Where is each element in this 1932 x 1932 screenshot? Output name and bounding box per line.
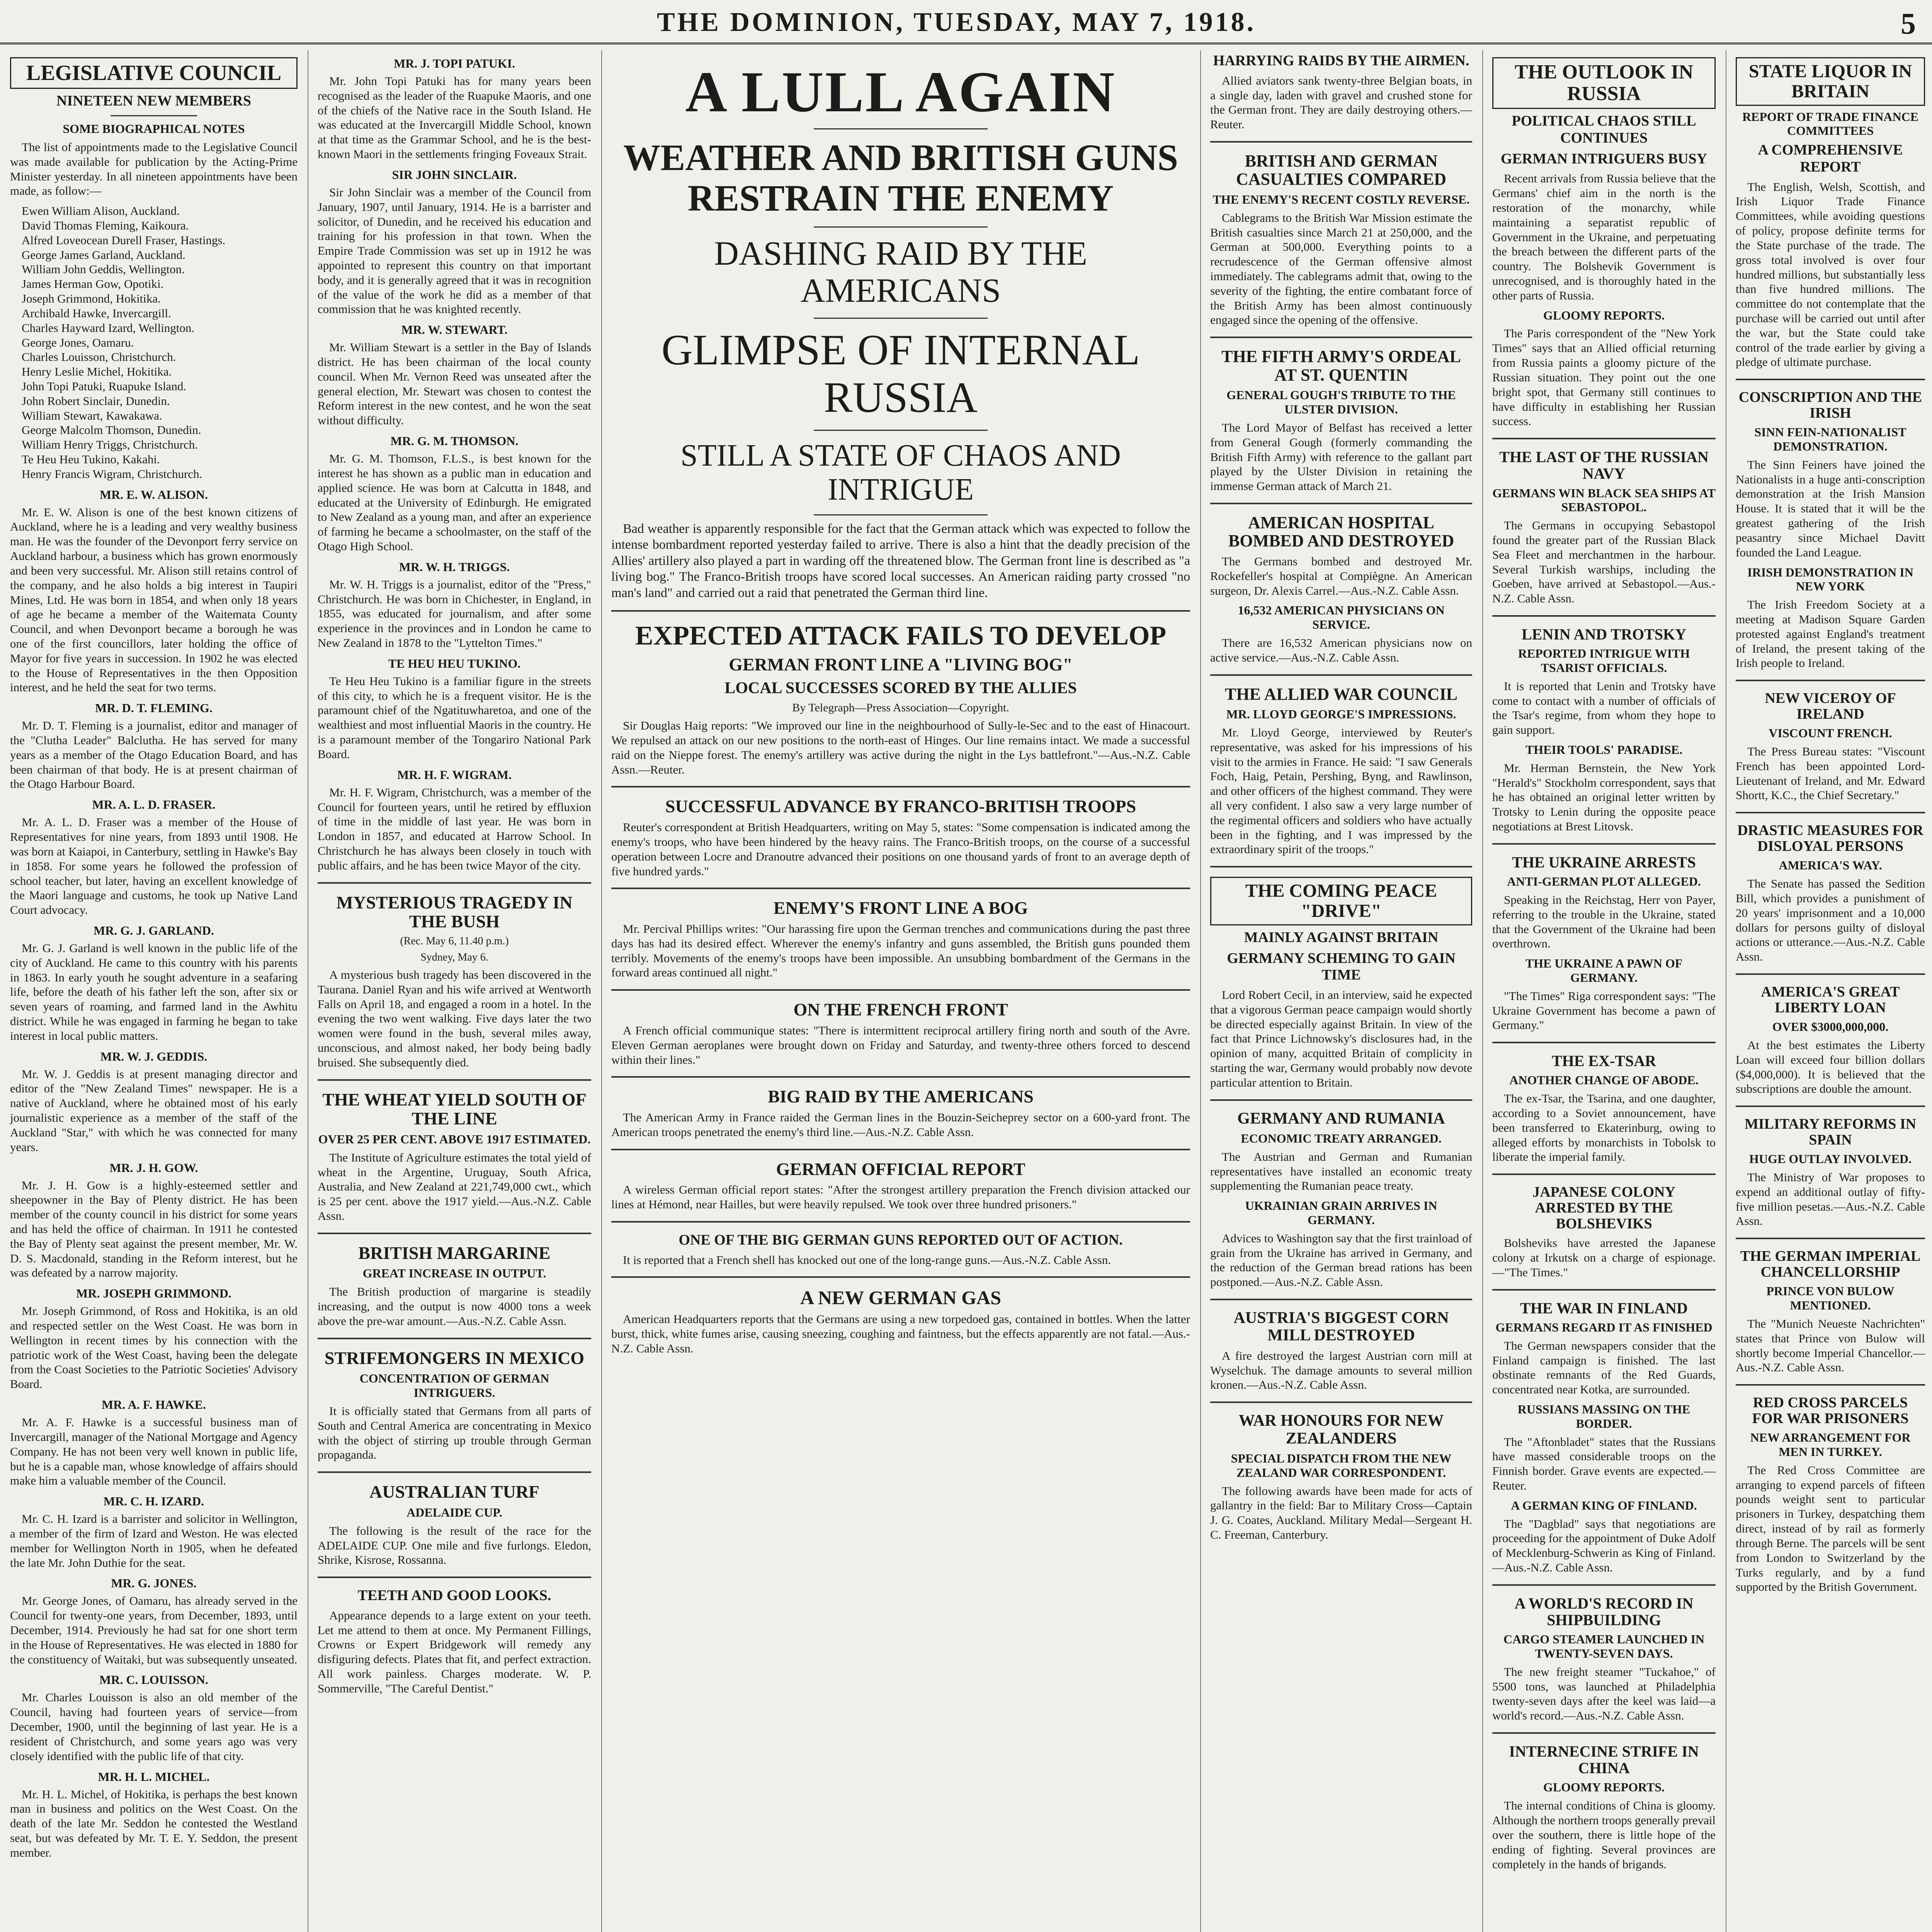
subhead: LOCAL SUCCESSES SCORED BY THE ALLIES bbox=[724, 679, 1077, 697]
bio-text: Mr. Joseph Grimmond, of Ross and Hokitika, is an old and respected settler on the West Coast. He was born in Wellington in recent times by his connection with the patriotic work of the West Coast, having been the delegate from the Coast Societies to the Patriotic Societies' Advisory Board. bbox=[10, 1304, 298, 1391]
divider bbox=[1492, 1173, 1716, 1175]
divider bbox=[318, 882, 591, 884]
bio-heading: MR. J. H. GOW. bbox=[109, 1160, 198, 1175]
divider bbox=[1736, 680, 1925, 681]
subhead: SPECIAL DISPATCH FROM THE NEW ZEALAND WAR CORRESPONDENT. bbox=[1231, 1451, 1452, 1480]
subhead: REPORTED INTRIGUE WITH TSARIST OFFICIALS. bbox=[1518, 646, 1690, 675]
subhead: HUGE OUTLAY INVOLVED. bbox=[1749, 1152, 1912, 1166]
subhead: NEW ARRANGEMENT FOR MEN IN TURKEY. bbox=[1750, 1430, 1911, 1459]
article-body: Sir Douglas Haig reports: "We improved our line in the neighbourhood of Sully-le-Sec and to the east of Hinacourt. We repulsed an attack on our new positions to the north-east of Hinges. Our line remains intact. We made a successful raid on the Nieppe forest. The enemy's artillery was active during the night in the Lys battlefront."—Aus.-N.Z. Cable Assn.—Reuter. bbox=[611, 719, 1190, 776]
divider bbox=[1736, 1105, 1925, 1107]
article-body: Recent arrivals from Russia believe that the Germans' chief aim in the north is the restoration of the monarchy, while maintaining a separatist republic of Government in the Ukraine, and perpetuating the breach between the different parts of the country. The Bolshevik Government is unrecognised, and is thoroughly hated in the other parts of Russia. bbox=[1492, 172, 1716, 302]
bio-heading: MR. G. J. GARLAND. bbox=[94, 923, 214, 937]
article-body: Advices to Washington say that the first trainload of grain from the Ukraine has arrived in Germany, and the reduction of the German bread rations has been postponed.—Aus.-N.Z. Cable Assn. bbox=[1210, 1231, 1472, 1289]
divider bbox=[1492, 615, 1716, 617]
subhead: ANOTHER CHANGE OF ABODE. bbox=[1509, 1073, 1699, 1087]
headline-front-bog: ENEMY'S FRONT LINE A BOG bbox=[773, 898, 1028, 918]
divider bbox=[1210, 1401, 1472, 1403]
list-item: William John Geddis, Wellington. bbox=[22, 262, 185, 276]
subhead: GENERAL GOUGH'S TRIBUTE TO THE ULSTER DIVISION. bbox=[1226, 388, 1456, 417]
divider bbox=[1492, 438, 1716, 439]
article-body: The Ministry of War proposes to expend an additional outlay of fifty-five million pesetas.—Aus.-N.Z. Cable Assn. bbox=[1736, 1170, 1925, 1228]
bio-text: Mr. A. L. D. Fraser was a member of the House of Representatives for nine years, from 1893 until 1908. He was born at Kaiapoi, in Canterbury, settling in Hawke's Bay in 1858. For some years he followed the profession of school teacher, but later, having an excellent knowledge of the Maori language and customs, he took up Native Land Court advocacy. bbox=[10, 815, 298, 917]
divider bbox=[1492, 1042, 1716, 1043]
headline-state-liquor: STATE LIQUOR IN BRITAIN bbox=[1736, 57, 1925, 106]
divider bbox=[814, 430, 987, 431]
headline-wheat-yield: THE WHEAT YIELD SOUTH OF THE LINE bbox=[322, 1089, 587, 1129]
bio-text: Mr. George Jones, of Oamaru, has already served in the Council for twenty-one years, from December, 1893, until December, 1914. Previously he had sat for one short term in the House of Representatives. He was elected in 1880 for the constituency of Waitaki, but was subsequently unseated. bbox=[10, 1594, 298, 1666]
headline-attack-fails: EXPECTED ATTACK FAILS TO DEVELOP bbox=[635, 621, 1167, 651]
bio-heading: MR. C. H. IZARD. bbox=[103, 1494, 204, 1509]
list-item: Alfred Loveocean Durell Fraser, Hastings. bbox=[22, 233, 226, 247]
subhead: MAINLY AGAINST BRITAIN bbox=[1244, 929, 1439, 946]
article-intro: The list of appointments made to the Legislative Council was made available for publication by the Acting-Prime Minister yesterday. In all nineteen appointments have been made, as follow:— bbox=[10, 140, 298, 198]
list-item: James Herman Gow, Opotiki. bbox=[22, 277, 164, 291]
bio-heading: MR. E. W. ALISON. bbox=[99, 487, 208, 502]
article-body: The Irish Freedom Society at a meeting at Madison Square Garden protested against England's treatment of Ireland, the present taking of the Irish people to Ireland. bbox=[1736, 598, 1925, 670]
appointee-list bbox=[22, 204, 298, 481]
article-body: Cablegrams to the British War Mission estimate the British casualties since March 21 at 250,000, and the German at 500,000. Everything points to a recrudescence of the German offensive almost immediately. The cablegrams admit that, owing to the severity of the fighting, the entire combatant force of the British Army has been almost continuously engaged since the opening of the offensive. bbox=[1210, 211, 1472, 327]
subhead-new-members: NINETEEN NEW MEMBERS bbox=[56, 93, 251, 109]
list-item: George Jones, Oamaru. bbox=[22, 335, 134, 349]
bio-heading: MR. W. STEWART. bbox=[401, 323, 508, 337]
headline-russia-outlook: THE OUTLOOK IN RUSSIA bbox=[1492, 57, 1716, 109]
article-body: The Red Cross Committee are arranging to expend parcels of fifteen pounds weight sent to particular prisoners in Turkey, despatching them direct, instead of by rail as formerly through Berne. The parcels will be sent from London to Switzerland by the Turks regularly, and by a fund supported by the British Government. bbox=[1736, 1463, 1925, 1594]
article-body: The American Army in France raided the German lines in the Bouzin-Seicheprey sector on a 600-yard front. The American troops penetrated the enemy's third line.—Aus.-N.Z. Cable Assn. bbox=[611, 1111, 1190, 1139]
bio-heading: MR. H. F. WIGRAM. bbox=[397, 767, 512, 782]
bio-text: Sir John Sinclair was a member of the Council from January, 1907, until January, 1914. He is a barrister and solicitor, of Dunedin, and he received his education and training for his profession in that town. When the Empire Trade Commission was set up in 1912 he was appointed to represent this country on that important body, and it is generally agreed that it was in recognition of the value of the work he did as a member of that commission that he was knighted recently. bbox=[318, 185, 591, 316]
column-war-news bbox=[1200, 50, 1482, 1932]
headline-rumania: GERMANY AND RUMANIA bbox=[1237, 1109, 1445, 1128]
headline-war-council: THE ALLIED WAR COUNCIL bbox=[1225, 684, 1458, 704]
article-body: Bolsheviks have arrested the Japanese colony at Irkutsk on a charge of espionage.—"The Times." bbox=[1492, 1236, 1716, 1279]
article-body: It is reported that a French shell has knocked out one of the long-range guns.—Aus.-N.Z. Cable Assn. bbox=[623, 1253, 1111, 1267]
divider bbox=[611, 1149, 1190, 1150]
divider bbox=[1210, 674, 1472, 676]
divider bbox=[611, 989, 1190, 991]
subhead: PRINCE VON BULOW MENTIONED. bbox=[1766, 1284, 1895, 1313]
article-body: The English, Welsh, Scottish, and Irish Liquor Trade Finance Committees, while avoiding questions of policy, propose definite terms for the State purchase of the trade. The gross total involved is over four hundred millions, but substantially less than five hundred millions. The committee do not contemplate that the purchase will be carried out until after the war, but the State could take control of the trade earlier by giving a pledge of ultimate purchase. bbox=[1736, 180, 1925, 369]
headline-japanese-colony: JAPANESE COLONY ARRESTED BY THE BOLSHEVIKS bbox=[1532, 1184, 1675, 1232]
divider bbox=[318, 1471, 591, 1473]
divider bbox=[1210, 1299, 1472, 1300]
bio-heading: MR. J. TOPI PATUKI. bbox=[393, 56, 515, 70]
divider bbox=[1736, 812, 1925, 813]
headline-ukraine-arrests: THE UKRAINE ARRESTS bbox=[1512, 853, 1696, 871]
list-item: George Malcolm Thomson, Dunedin. bbox=[22, 423, 201, 437]
list-item: Te Heu Heu Tukino, Kakahi. bbox=[22, 452, 160, 466]
divider bbox=[1492, 1289, 1716, 1291]
bio-heading: MR. W. J. GEDDIS. bbox=[100, 1049, 207, 1063]
column-lead-story bbox=[601, 50, 1200, 1932]
subhead: THE ENEMY'S RECENT COSTLY REVERSE. bbox=[1213, 192, 1470, 206]
headline-hospital-bombed: AMERICAN HOSPITAL BOMBED AND DESTROYED bbox=[1228, 513, 1454, 551]
article-body: The "Dagblad" says that negotiations are proceeding for the appointment of Duke Adolf of Mecklenburg-Schwerin as King of Finland.—Aus.-N.Z. Cable Assn. bbox=[1492, 1517, 1716, 1575]
article-body: The Germans in occupying Sebastopol found the greater part of the Russian Black Sea Fleet and merchantmen in the harbour. Several Turkish warships, including the Goeben, have arrived at Sebastopol.—Aus.-N.Z. Cable Assn. bbox=[1492, 519, 1716, 605]
bio-heading: MR. G. M. THOMSON. bbox=[390, 434, 519, 448]
subhead: SINN FEIN-NATIONALIST DEMONSTRATION. bbox=[1754, 425, 1906, 454]
subhead: A GERMAN KING OF FINLAND. bbox=[1511, 1498, 1697, 1512]
article-body: The German newspapers consider that the Finland campaign is finished. The last obstinate remnants of the Red Guards, concentrated near Kotka, are surrounded. bbox=[1492, 1338, 1716, 1396]
advert-heading: TEETH AND GOOD LOOKS. bbox=[357, 1587, 551, 1604]
bio-heading: MR. JOSEPH GRIMMOND. bbox=[76, 1286, 231, 1301]
subhead: GERMANY SCHEMING TO GAIN TIME bbox=[1227, 950, 1456, 983]
article-body: The following awards have been made for acts of gallantry in the field: Bar to Military Cross—Captain J. G. Coates, Auckland. Military Medal—Sergeant H. C. Freeman, Canterbury. bbox=[1210, 1484, 1472, 1542]
subhead: ADELAIDE CUP. bbox=[406, 1505, 502, 1519]
divider bbox=[318, 1233, 591, 1234]
article-body: Allied aviators sank twenty-three Belgian boats, in a single day, laden with gravel and crushed stone for the German front. They are daily destroying others.—Reuter. bbox=[1210, 73, 1472, 131]
article-body: Mr. Herman Bernstein, the New York "Herald's" Stockholm correspondent, says that he has obtained an original letter written by Trotsky to Lenin during the opposite peace negotiations at Brest Litovsk. bbox=[1492, 761, 1716, 833]
divider bbox=[814, 318, 987, 319]
article-body: A fire destroyed the largest Austrian corn mill at Wyselchuk. The damage amounts to several million kronen.—Aus.-N.Z. Cable Assn. bbox=[1210, 1349, 1472, 1392]
bio-heading: MR. D. T. FLEMING. bbox=[95, 701, 213, 715]
bio-text: Mr. H. F. Wigram, Christchurch, was a member of the Council for fourteen years, until he retired by effluxion of time in the middle of last year. He was born in London in 1857, and educated at Harrow School. In Christchurch he has always been closely in touch with public affairs, and he has been twice Mayor of the city. bbox=[318, 785, 591, 872]
headline-peace-drive: THE COMING PEACE "DRIVE" bbox=[1210, 877, 1472, 925]
bio-text: Mr. A. F. Hawke is a successful business man of Invercargill, manager of the National Mortgage and Agency Company. He has not been very well known in public life, but he is a capable man, whose knowledge of affairs should make him a valuable member of the Council. bbox=[10, 1415, 298, 1488]
divider bbox=[1492, 1584, 1716, 1586]
article-body: A French official communique states: "There is intermittent reciprocal artillery firing north and south of the Avre. Eleven German aeroplanes were brought down on Friday and Saturday, and twenty-three others forced to descend within their lines." bbox=[611, 1023, 1190, 1066]
article-body: The ex-Tsar, the Tsarina, and one daughter, according to a Soviet announcement, have been transferred to Ekaterinburg, owing to alleged efforts by monarchists in Tobolsk to liberate the imperial family. bbox=[1492, 1092, 1716, 1164]
divider bbox=[318, 1079, 591, 1081]
subhead: GREAT INCREASE IN OUTPUT. bbox=[362, 1266, 546, 1281]
divider bbox=[611, 1276, 1190, 1278]
divider bbox=[814, 514, 987, 515]
article-body: The Press Bureau states: "Viscount French has been appointed Lord-Lieutenant of Ireland, and Mr. Edward Shortt, K.C., the Chief Secretary." bbox=[1736, 745, 1925, 802]
headline-bush-tragedy: MYSTERIOUS TRAGEDY IN THE BUSH bbox=[336, 892, 573, 932]
subhead-bio-notes: SOME BIOGRAPHICAL NOTES bbox=[63, 122, 245, 136]
bio-text: Mr. G. J. Garland is well known in the public life of the city of Auckland. He came to this country with his parents in 1863. In early youth he sought adventure in a seafaring life, before the death of his father left the son, after six or seven years of roaming, and farmed land in the Awhitu district. While he was engaged in farming he began to take interest in local public matters. bbox=[10, 941, 298, 1043]
headline-fifth-army: THE FIFTH ARMY'S ORDEAL AT ST. QUENTIN bbox=[1221, 347, 1461, 384]
headline-american-raid: BIG RAID BY THE AMERICANS bbox=[768, 1087, 1034, 1107]
article-body: The Germans bombed and destroyed Mr. Rockefeller's hospital at Compiègne. An American surgeon, Dr. Alexis Carrel.—Aus.-N.Z. Cable Assn. bbox=[1210, 554, 1472, 597]
headline-margarine: BRITISH MARGARINE bbox=[358, 1243, 551, 1263]
article-body: There are 16,532 American physicians now on active service.—Aus.-N.Z. Cable Assn. bbox=[1210, 636, 1472, 664]
divider bbox=[1736, 1238, 1925, 1239]
headline-liberty-loan: AMERICA'S GREAT LIBERTY LOAN bbox=[1761, 984, 1900, 1016]
article-body: A mysterious bush tragedy has been discovered in the Taurana. Daniel Ryan and his wife arrived at Wentworth Falls on April 18, and engaged a room in a hotel. In the evening the two went walking. Five days later the two women were found in the bush, several miles away, unconscious, and almost naked, her body being badly bruised. She subsequently died. bbox=[318, 968, 591, 1069]
bio-heading: SIR JOHN SINCLAIR. bbox=[392, 167, 517, 182]
divider bbox=[814, 128, 987, 129]
headline-china: INTERNECINE STRIFE IN CHINA bbox=[1509, 1743, 1699, 1777]
divider bbox=[1736, 1384, 1925, 1386]
bio-text: Mr. C. H. Izard is a barrister and solicitor in Wellington, a member of the firm of Izard and Weston. He was elected member for Wellington North in 1905, when he defeated the late Mr. John Duthie for the seat. bbox=[10, 1512, 298, 1570]
bio-heading: MR. A. L. D. FRASER. bbox=[92, 798, 216, 812]
dateline: Sydney, May 6. bbox=[420, 951, 488, 963]
bio-text: Mr. J. H. Gow is a highly-esteemed settler and sheepowner in the Bay of Plenty district. He has been member of the county council in his district for some years and has held the office of chairman. In 1911 he contested the Bay of Plenty seat against the present member, Mr. W. D. S. Macdonald, standing in the Reform interest, but he was defeated by a narrow majority. bbox=[10, 1178, 298, 1280]
divider bbox=[1736, 379, 1925, 380]
bio-heading: MR. G. JONES. bbox=[111, 1576, 197, 1590]
bio-text: Mr. John Topi Patuki has for many years been recognised as the leader of the Ruapuke Maoris, and one of the chiefs of the Native race in the South Island. He was educated at the Invercargill Middle School, known at that time as the Grammar School, and he is the best-known Maori in the settlements fringing Foveaux Strait. bbox=[318, 74, 591, 161]
wire-credit: By Telegraph—Press Association—Copyright. bbox=[792, 701, 1009, 714]
headline-ex-tsar: THE EX-TSAR bbox=[1551, 1052, 1656, 1070]
divider bbox=[814, 226, 987, 228]
bio-text: Mr. E. W. Alison is one of the best known citizens of Auckland, where he is a leading and very wealthy business man. He was the founder of the Devonport ferry service on Auckland harbour, a business which has grown enormously and been very successful. Mr. Alison still retains control of the company, and he also holds a big interest in Taupiri Mines, Ltd. He was born in 1854, and when only 18 years of age he became a member of the Waitemata County Council, and when Devonport became a borough he was one of the first councillors, later holding the office of Mayor for five years in succession. In 1902 he was elected to the House of Representatives in the then Opposition interest, and he held the seat for two terms. bbox=[10, 505, 298, 694]
subhead: CONCENTRATION OF GERMAN INTRIGUERS. bbox=[359, 1371, 549, 1400]
headline-ukrainian-grain: UKRAINIAN GRAIN ARRIVES IN GERMANY. bbox=[1245, 1199, 1437, 1227]
subhead: THE UKRAINE A PAWN OF GERMANY. bbox=[1525, 956, 1683, 985]
divider bbox=[1492, 1732, 1716, 1734]
bio-heading: MR. A. F. HAWKE. bbox=[102, 1398, 206, 1412]
article-body: It is reported that Lenin and Trotsky have come to contact with a number of officials of the Tsar's regime, from whom they hope to gain support. bbox=[1492, 679, 1716, 737]
page-number: 5 bbox=[1901, 7, 1916, 40]
bio-text: Mr. D. T. Fleming is a journalist, editor and manager of the "Clutha Leader" Balclutha. He has served for many years as a member of the Otago Education Board, and has been chairman of that body. He is at present chairman of the Otago Harbour Board. bbox=[10, 719, 298, 791]
headline-turf: AUSTRALIAN TURF bbox=[369, 1482, 540, 1502]
bio-heading: MR. W. H. TRIGGS. bbox=[399, 560, 510, 574]
subhead: GERMAN INTRIGUERS BUSY bbox=[1500, 150, 1708, 167]
divider bbox=[611, 1076, 1190, 1078]
headline-lenin-trotsky: LENIN AND TROTSKY bbox=[1521, 626, 1687, 643]
article-body: Lord Robert Cecil, in an interview, said he expected that a vigorous German peace campaign would shortly be directed especially against Britain. In view of the fact that Prince Lichnowsky's disclosures had, in the opinion of many, acquitted Britain of complicity in starting the war, Germany would probably now devote particular attention to Britain. bbox=[1210, 988, 1472, 1089]
list-item: Joseph Grimmond, Hokitika. bbox=[22, 292, 161, 306]
headline-spain: MILITARY REFORMS IN SPAIN bbox=[1744, 1116, 1917, 1148]
bio-text: Mr. William Stewart is a settler in the Bay of Islands district. He has been chairman of the local county council. When Mr. Vernon Reed was unseated after the general election, Mr. Stewart was chosen to contest the Reform interest in the new contest, and he won the seat without difficulty. bbox=[318, 340, 591, 427]
divider bbox=[318, 1577, 591, 1578]
subhead: GLOOMY REPORTS. bbox=[1543, 1780, 1665, 1794]
column-liquor bbox=[1726, 50, 1932, 1932]
list-item: George James Garland, Auckland. bbox=[22, 248, 185, 262]
bio-text: Mr. G. M. Thomson, F.L.S., is best known for the interest he has shown as a public man in education and applied science. He was born at Calcutta in 1848, and educated at the University of Edinburgh. He emigrated to New Zealand as a young man, and after an experience of farming he became a schoolmaster, on the staff of the Otago High School. bbox=[318, 452, 591, 553]
divider bbox=[611, 786, 1190, 787]
lead-deck: GLIMPSE OF INTERNAL RUSSIA bbox=[661, 326, 1140, 422]
list-item: Archibald Hawke, Invercargill. bbox=[22, 306, 171, 320]
headline-finland: THE WAR IN FINLAND bbox=[1520, 1299, 1688, 1317]
bio-heading: MR. H. L. MICHEL. bbox=[98, 1769, 210, 1784]
subhead: OVER $3000,000,000. bbox=[1772, 1020, 1889, 1034]
column-legislative-council bbox=[0, 50, 308, 1932]
divider bbox=[611, 610, 1190, 612]
bio-heading: TE HEU HEU TUKINO. bbox=[388, 656, 521, 670]
subhead: OVER 25 PER CENT. ABOVE 1917 ESTIMATED. bbox=[318, 1132, 591, 1146]
article-body: The new freight steamer "Tuckahoe," of 5500 tons, was launched at Philadelphia twenty-seven days after the keel was laid—a world's record.—Aus.-N.Z. Cable Assn. bbox=[1492, 1665, 1716, 1723]
bio-text: Mr. W. J. Geddis is at present managing director and editor of the "New Zealand Times" newspaper. He is a native of Auckland, where he obtained most of his early journalistic experience as a member of the staff of the Auckland "Star," with which he was connected for many years. bbox=[10, 1067, 298, 1154]
divider bbox=[1210, 503, 1472, 504]
headline-legislative-council: LEGISLATIVE COUNCIL bbox=[10, 57, 298, 89]
headline-mexico: STRIFEMONGERS IN MEXICO bbox=[324, 1348, 585, 1368]
subhead: GERMANS WIN BLACK SEA SHIPS AT SEBASTOPOL. bbox=[1492, 486, 1716, 514]
column-bios-continued bbox=[308, 50, 601, 1932]
divider bbox=[611, 888, 1190, 889]
headline-viceroy: NEW VICEROY OF IRELAND bbox=[1765, 690, 1896, 723]
list-item: Henry Leslie Michel, Hokitika. bbox=[22, 365, 172, 379]
headline-german-report: GERMAN OFFICIAL REPORT bbox=[776, 1159, 1026, 1179]
subhead: RUSSIANS MASSING ON THE BORDER. bbox=[1517, 1402, 1690, 1430]
headline-french-front: ON THE FRENCH FRONT bbox=[793, 1000, 1008, 1020]
divider bbox=[611, 1221, 1190, 1223]
masthead-title: THE DOMINION, TUESDAY, MAY 7, 1918. bbox=[657, 7, 1256, 37]
subhead: THEIR TOOLS' PARADISE. bbox=[1525, 743, 1683, 757]
article-body: Mr. Percival Phillips writes: "Our harassing fire upon the German trenches and communications during the past three days has had its desired effect. Wherever the enemy's infantry and guns assembled, the British guns pounded them terribly. Movements of the enemy's troops have been impossible. An unsubbing bombardment of the Germans in the forward areas continued all night." bbox=[611, 922, 1190, 980]
article-body: "The Times" Riga correspondent says: "The Ukraine Government has become a pawn of Germany." bbox=[1492, 989, 1716, 1032]
lead-deck: WEATHER AND BRITISH GUNS RESTRAIN THE ENEMY bbox=[623, 136, 1178, 219]
masthead bbox=[0, 0, 1932, 44]
bio-text: Mr. W. H. Triggs is a journalist, editor of the "Press," Christchurch. He was born in Chichester, in England, in 1855, was educated for journalism, and after some experience in the provinces and in London he came to New Zealand in 1878 to the "Lyttelton Times." bbox=[318, 577, 591, 650]
subhead: AMERICA'S WAY. bbox=[1779, 858, 1882, 872]
advert-body: Appearance depends to a large extent on your teeth. Let me attend to them at once. My Permanent Fillings, Crowns or Expert Bridgework will remedy any disfiguring defects. Plates that fit, and perfect extraction. All work painless. Charges moderate. W. P. Sommerville, "The Careful Dentist." bbox=[318, 1608, 591, 1695]
headline-corn-mill: AUSTRIA'S BIGGEST CORN MILL DESTROYED bbox=[1233, 1309, 1449, 1345]
subhead: IRISH DEMONSTRATION IN NEW YORK bbox=[1747, 565, 1913, 594]
column-russia bbox=[1482, 50, 1726, 1932]
divider bbox=[111, 115, 197, 116]
headline-russian-navy: THE LAST OF THE RUSSIAN NAVY bbox=[1499, 448, 1709, 483]
headline-red-cross: RED CROSS PARCELS FOR WAR PRISONERS bbox=[1752, 1395, 1909, 1427]
bio-text: Mr. Charles Louisson is also an old member of the Council, having had fourteen years of service—from December, 1900, until the beginning of last year. He is a resident of Christchurch, and some years ago was very closely identified with the public life of that city. bbox=[10, 1690, 298, 1763]
divider bbox=[1736, 973, 1925, 975]
headline-war-honours: WAR HONOURS FOR NEW ZEALANDERS bbox=[1238, 1412, 1444, 1447]
article-body: Mr. Lloyd George, interviewed by Reuter's representative, was asked for his impressions of his visit to the armies in France. He said: "I saw Generals Foch, Haig, Petain, Pershing, Byng, and Rawlinson, and other officers of the highest command. They were all very confident. I also saw a very large number of the regimental officers and soldiers who have actually been in the fighting, and I was impressed by the extraordinary spirit of the troops." bbox=[1210, 725, 1472, 856]
headline-shipbuilding: A WORLD'S RECORD IN SHIPBUILDING bbox=[1514, 1594, 1694, 1629]
subhead: A COMPREHENSIVE REPORT bbox=[1758, 142, 1903, 175]
subhead: REPORT OF TRADE FINANCE COMMITTEES bbox=[1742, 109, 1919, 138]
list-item: David Thomas Fleming, Kaikoura. bbox=[22, 219, 189, 233]
list-item: William Stewart, Kawakawa. bbox=[22, 408, 162, 422]
dispatch-date: (Rec. May 6, 11.40 p.m.) bbox=[400, 935, 509, 947]
subhead: GLOOMY REPORTS. bbox=[1543, 308, 1665, 322]
list-item: William Henry Triggs, Christchurch. bbox=[22, 438, 198, 452]
subhead: GERMAN FRONT LINE A "LIVING BOG" bbox=[729, 655, 1073, 674]
subhead: VISCOUNT FRENCH. bbox=[1769, 726, 1892, 740]
lead-body: Bad weather is apparently responsible for the fact that the German attack which was expected to follow the intense bombardment reported yesterday failed to arrive. There is also a hint that the deadly precision of the Allies' artillery also played a part in warding off the threatened blow. The German front line is described as "a living bog." The Franco-British troops have scored local successes. An American raiding party crossed "no man's land" and carried out a raid that penetrated the German third line. bbox=[611, 521, 1190, 600]
headline-franco-british: SUCCESSFUL ADVANCE BY FRANCO-BRITISH TROOPS bbox=[665, 796, 1136, 816]
article-body: The Sinn Feiners have joined the Nationalists in a huge anti-conscription demonstration at the Irish Mansion House. It is stated that it will be the greatest gathering of the Irish peasantry since Michael Davitt founded the Land League. bbox=[1736, 457, 1925, 559]
article-body: Reuter's correspondent at British Headquarters, writing on May 5, states: "Some compensation is indicated among the enemy's troops, who have been hindered by the heavy rains. The Franco-British troops, on the course of a successful operation between Locre and Dranoutre advanced their positions on one thousand yards of front to an average depth of five hundred yards." bbox=[611, 820, 1190, 878]
headline-big-guns: ONE OF THE BIG GERMAN GUNS REPORTED OUT OF ACTION. bbox=[679, 1231, 1123, 1248]
article-body: A wireless German official report states: "After the strongest artillery preparation the French division attacked our lines at Hémond, near Hailles, but were heavily repulsed. We took over three hundred prisoners." bbox=[611, 1183, 1190, 1211]
article-body: Speaking in the Reichstag, Herr von Payer, referring to the trouble in the Ukraine, stated that the Government of the Ukraine had been overthrown. bbox=[1492, 893, 1716, 951]
article-body: The Lord Mayor of Belfast has received a letter from General Gough (formerly commanding the British Fifth Army) with reference to the gallant part played by the Ulster Division in retaining the immense German attack of March 21. bbox=[1210, 420, 1472, 493]
divider bbox=[1210, 337, 1472, 338]
divider bbox=[318, 1338, 591, 1339]
headline-chancellorship: THE GERMAN IMPERIAL CHANCELLORSHIP bbox=[1740, 1248, 1921, 1281]
article-body: The Senate has passed the Sedition Bill, which provides a punishment of 20 years' imprisonment and a 10,000 dollars for persons guilty of disloyal actions or utterance.—Aus.-N.Z. Cable Assn. bbox=[1736, 877, 1925, 964]
article-body: American Headquarters reports that the Germans are using a new torpedoed gas, contained in bottles. When the latter burst, thick, white fumes arise, causing sneezing, coughing and faintness, but the effects apparently are not fatal.—Aus.-N.Z. Cable Assn. bbox=[611, 1312, 1190, 1355]
headline-physicians: 16,532 AMERICAN PHYSICIANS ON SERVICE. bbox=[1238, 603, 1445, 632]
divider bbox=[1210, 141, 1472, 143]
article-body: The following is the result of the race for the ADELAIDE CUP. One mile and five furlongs. Eledon, Shrike, Kisrose, Rossanna. bbox=[318, 1524, 591, 1567]
lead-deck: STILL A STATE OF CHAOS AND INTRIGUE bbox=[680, 438, 1121, 507]
list-item: Charles Hayward Izard, Wellington. bbox=[22, 321, 195, 335]
list-item: John Topi Patuki, Ruapuke Island. bbox=[22, 379, 187, 393]
list-item: Charles Louisson, Christchurch. bbox=[22, 350, 176, 364]
subhead: ANTI-GERMAN PLOT ALLEGED. bbox=[1507, 874, 1701, 889]
bio-heading: MR. C. LOUISSON. bbox=[99, 1673, 208, 1687]
headline-air-raids: HARRYING RAIDS BY THE AIRMEN. bbox=[1213, 53, 1469, 69]
divider bbox=[1210, 1099, 1472, 1101]
subhead: POLITICAL CHAOS STILL CONTINUES bbox=[1512, 113, 1696, 146]
article-body: The British production of margarine is steadily increasing, and the output is now 4000 tons a week above the pre-war amount.—Aus.-N.Z. Cable Assn. bbox=[318, 1285, 591, 1328]
article-body: The "Aftonbladet" states that the Russians have massed considerable troops on the Finnish border. Grave events are expected.—Reuter. bbox=[1492, 1435, 1716, 1493]
list-item: Henry Francis Wigram, Christchurch. bbox=[22, 467, 202, 481]
headline-conscription-irish: CONSCRIPTION AND THE IRISH bbox=[1738, 389, 1922, 422]
subhead: MR. LLOYD GEORGE'S IMPRESSIONS. bbox=[1226, 707, 1456, 721]
article-body: The Paris correspondent of the "New York Times" says that an Allied official returning from Russia paints a gloomy picture of the Russian situation. They point out the one bright spot, that Germany still continues to have difficulty in establishing her Russian success. bbox=[1492, 327, 1716, 428]
article-body: The internal conditions of China is gloomy. Although the northern troops generally prevail over the southern, there is little hope of the ending of fighting. Several provinces are completely in the hands of brigands. bbox=[1492, 1799, 1716, 1871]
headline-casualties: BRITISH AND GERMAN CASUALTIES COMPARED bbox=[1236, 151, 1446, 189]
article-body: The "Munich Neueste Nachrichten" states that Prince von Bulow will shortly become Imperial Chancellor.—Aus.-N.Z. Cable Assn. bbox=[1736, 1316, 1925, 1374]
subhead: ECONOMIC TREATY ARRANGED. bbox=[1241, 1131, 1442, 1146]
headline-german-gas: A NEW GERMAN GAS bbox=[800, 1287, 1001, 1309]
lead-headline: A LULL AGAIN bbox=[685, 60, 1116, 124]
divider bbox=[1210, 866, 1472, 867]
bio-text: Te Heu Heu Tukino is a familiar figure in the streets of this city, to which he is a frequent visitor. He is the paramount chief of the Ngatituwharetoa, and one of the wealthiest and most influential Maoris in the country. He is a paramount member of the Tongariro National Park Board. bbox=[318, 674, 591, 761]
article-body: At the best estimates the Liberty Loan will exceed four billion dollars ($4,000,000). It is believed that the subscriptions are double the amount. bbox=[1736, 1038, 1925, 1096]
lead-deck: DASHING RAID BY THE AMERICANS bbox=[714, 235, 1087, 310]
subhead: GERMANS REGARD IT AS FINISHED bbox=[1495, 1320, 1713, 1334]
article-body: The Austrian and German and Rumanian representatives have installed an economic treaty supplementing the Rumanian peace treaty. bbox=[1210, 1150, 1472, 1193]
divider bbox=[1492, 843, 1716, 845]
subhead: CARGO STEAMER LAUNCHED IN TWENTY-SEVEN DAYS. bbox=[1503, 1632, 1705, 1661]
headline-disloyal: DRASTIC MEASURES FOR DISLOYAL PERSONS bbox=[1737, 822, 1923, 855]
list-item: Ewen William Alison, Auckland. bbox=[22, 204, 180, 218]
article-body: The Institute of Agriculture estimates the total yield of wheat in the Argentine, Uruguay, South Africa, Australia, and New Zealand at 221,749,000 cwt., which is 25 per cent. above the 1917 yield.—Aus.-N.Z. Cable Assn. bbox=[318, 1150, 591, 1223]
article-body: It is officially stated that Germans from all parts of South and Central America are concentrating in Mexico with the object of stirring up trouble through German propaganda. bbox=[318, 1404, 591, 1462]
bio-text: Mr. H. L. Michel, of Hokitika, is perhaps the best known man in business and politics on the West Coast. On the death of the late Mr. Seddon he contested the Westland seat, but was defeated by Mr. T. E. Y. Seddon, the present member. bbox=[10, 1787, 298, 1859]
list-item: John Robert Sinclair, Dunedin. bbox=[22, 394, 170, 408]
